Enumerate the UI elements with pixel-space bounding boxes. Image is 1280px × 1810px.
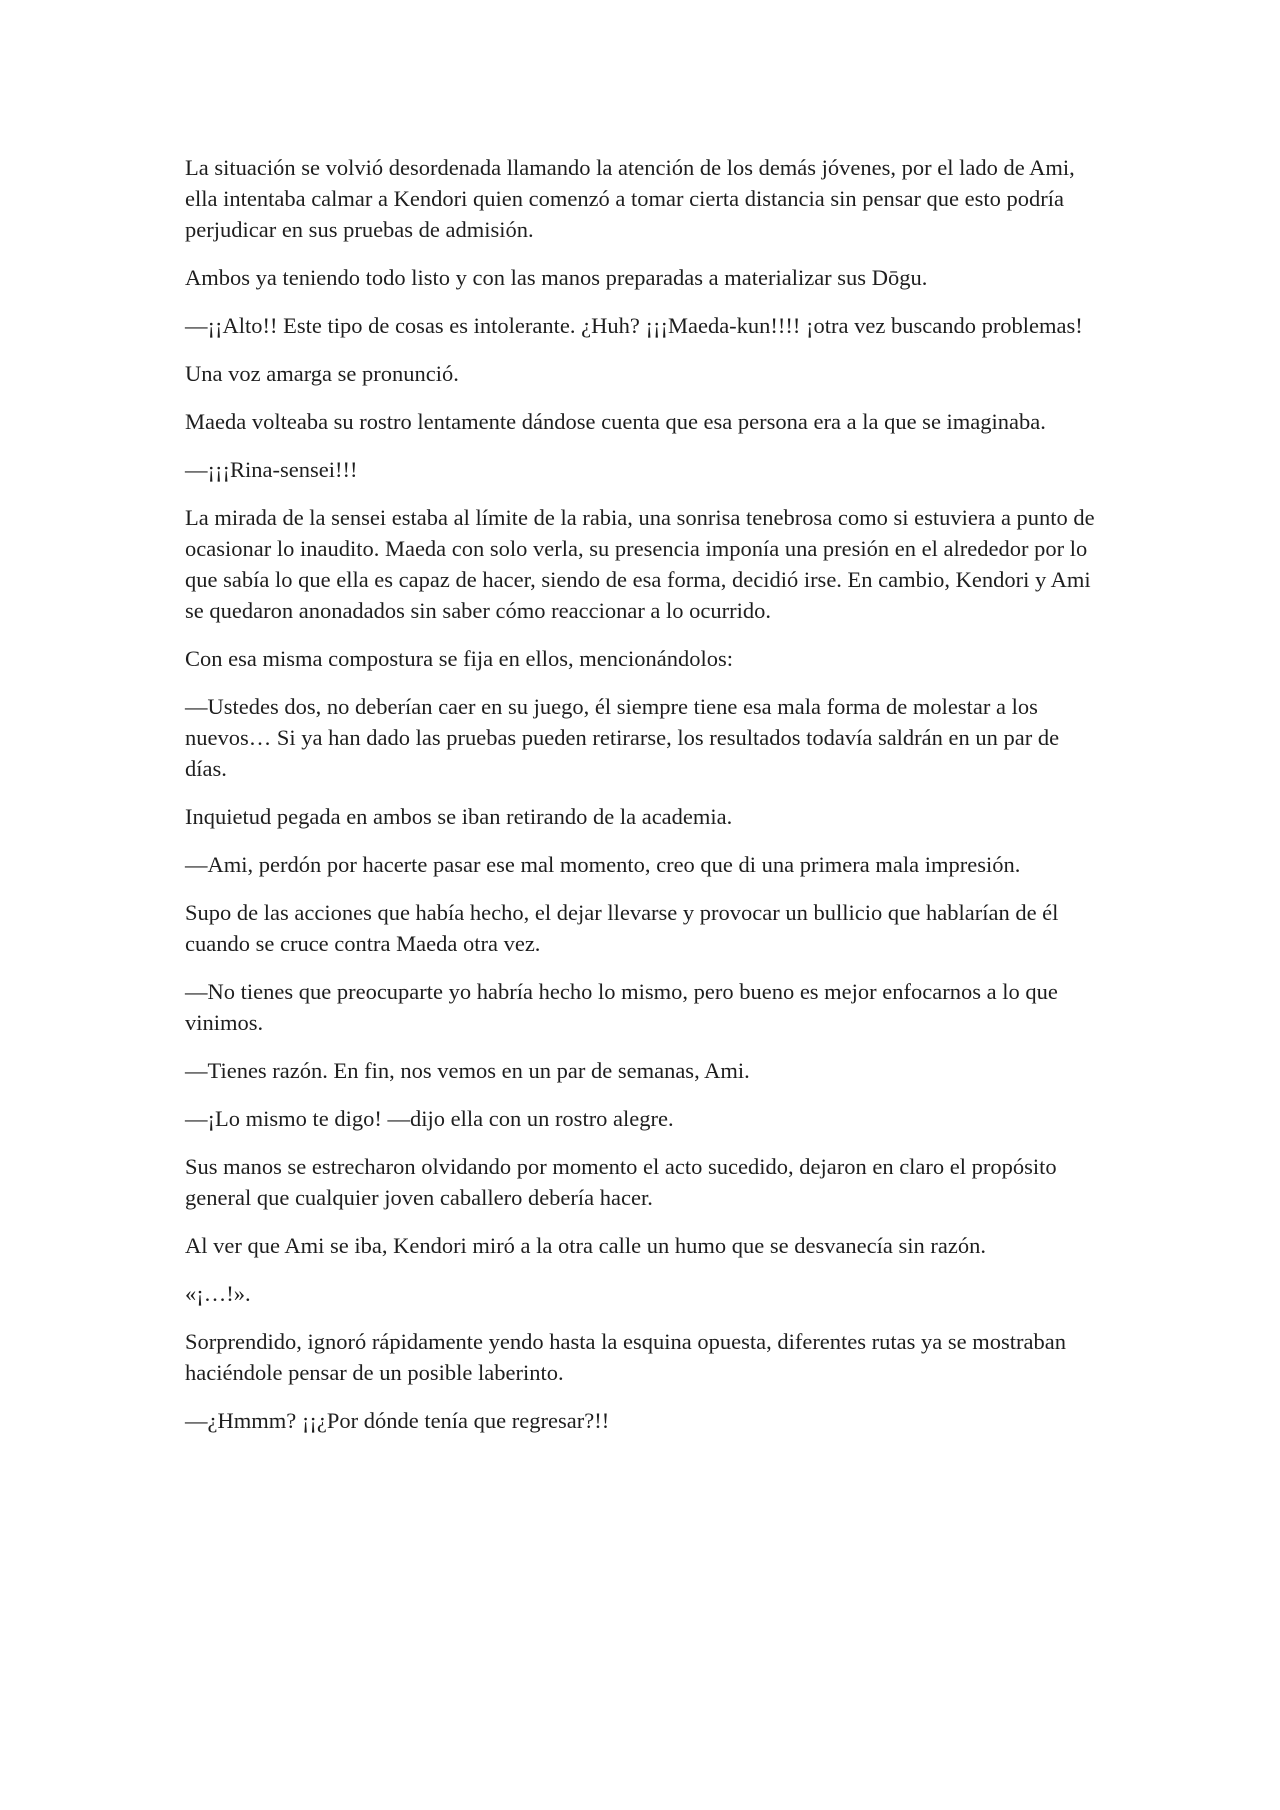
paragraph: Sus manos se estrecharon olvidando por momento el acto sucedido, dejaron en claro el propósito general que cualquier joven caballero debería hacer.: [185, 1154, 1057, 1210]
paragraph: La situación se volvió desordenada llamando la atención de los demás jóvenes, por el lado de Ami, ella intentaba calmar a Kendori quien comenzó a tomar cierta distancia sin pensar que esto podría perjudicar en sus pruebas de admisión.: [185, 155, 1075, 242]
paragraph: La mirada de la sensei estaba al límite de la rabia, una sonrisa tenebrosa como si estuviera a punto de ocasionar lo inaudito. Maeda con solo verla, su presencia imponía una presión en el alrededor por lo que sabía lo que ella es capaz de hacer, siendo de esa forma, decidió irse. En cambio, Kendori y Ami se quedaron anonadados sin saber cómo reaccionar a lo ocurrido.: [185, 505, 1095, 623]
paragraph: Sorprendido, ignoró rápidamente yendo hasta la esquina opuesta, diferentes rutas ya se mostraban haciéndole pensar de un posible laberinto.: [185, 1329, 1066, 1385]
dialogue-line: —Ami, perdón por hacerte pasar ese mal momento, creo que di una primera mala impresión.: [185, 852, 1021, 877]
paragraph: Maeda volteaba su rostro lentamente dándose cuenta que esa persona era a la que se imaginaba.: [185, 409, 1046, 434]
paragraph: Con esa misma compostura se fija en ellos, mencionándolos:: [185, 646, 734, 671]
paragraph: Inquietud pegada en ambos se iban retirando de la academia.: [185, 804, 733, 829]
dialogue-line: —No tienes que preocuparte yo habría hecho lo mismo, pero bueno es mejor enfocarnos a lo que vinimos.: [185, 979, 1058, 1035]
paragraph: Supo de las acciones que había hecho, el dejar llevarse y provocar un bullicio que hablarían de él cuando se cruce contra Maeda otra vez.: [185, 900, 1059, 956]
thought-line: «¡…!».: [185, 1281, 251, 1306]
dialogue-line: —Tienes razón. En fin, nos vemos en un par de semanas, Ami.: [185, 1058, 750, 1083]
paragraph: Al ver que Ami se iba, Kendori miró a la otra calle un humo que se desvanecía sin razón.: [185, 1233, 986, 1258]
dialogue-line: —Ustedes dos, no deberían caer en su juego, él siempre tiene esa mala forma de molestar a los nuevos… Si ya han dado las pruebas pueden retirarse, los resultados todavía saldrán en un par de días.: [185, 694, 1060, 781]
paragraph: Ambos ya teniendo todo listo y con las manos preparadas a materializar sus Dōgu.: [185, 265, 928, 290]
dialogue-line: —¡¡Alto!! Este tipo de cosas es intolerante. ¿Huh? ¡¡¡Maeda-kun!!!! ¡otra vez buscando problemas!: [185, 313, 1083, 338]
document-body: [185, 152, 1105, 1436]
dialogue-line: —¡Lo mismo te digo! —dijo ella con un rostro alegre.: [185, 1106, 674, 1131]
paragraph: Una voz amarga se pronunció.: [185, 361, 459, 386]
dialogue-line: —¡¡¡Rina-sensei!!!: [185, 457, 358, 482]
dialogue-line: —¿Hmmm? ¡¡¿Por dónde tenía que regresar?!!: [185, 1408, 610, 1433]
